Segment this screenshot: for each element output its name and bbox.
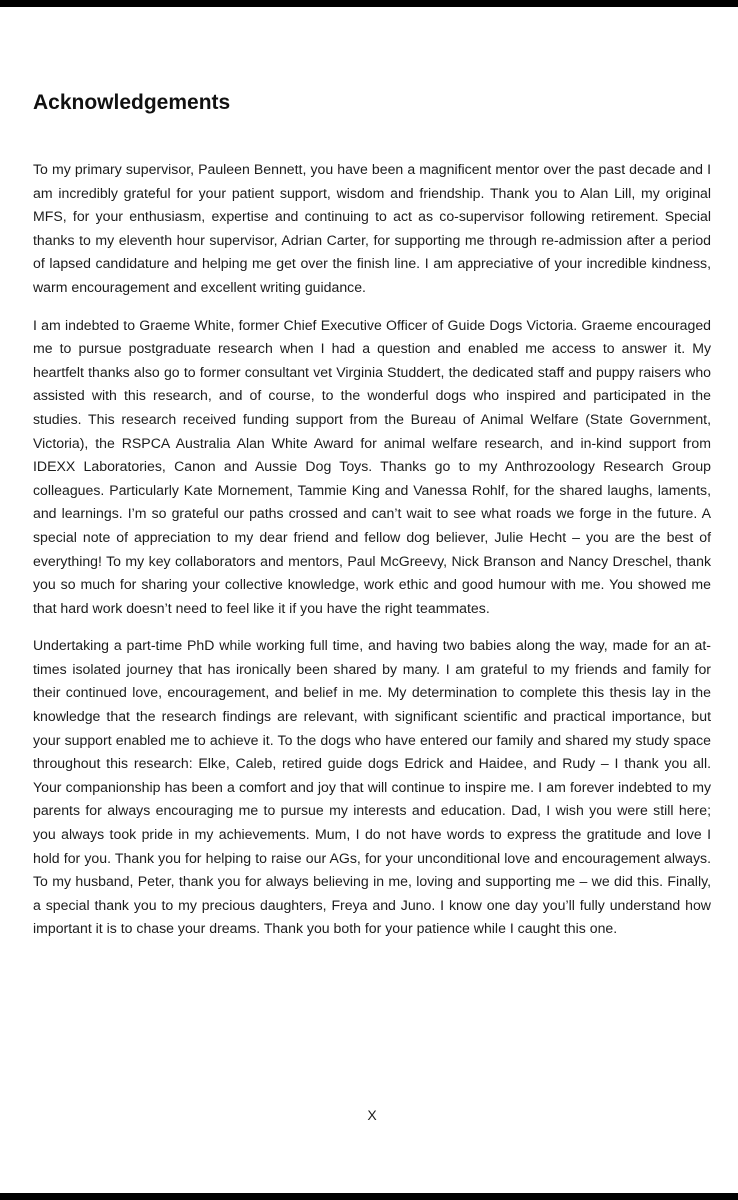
acknowledgements-body <box>33 158 711 955</box>
page-title: Acknowledgements <box>33 91 231 114</box>
bottom-border-bar <box>0 1193 738 1200</box>
top-border-bar <box>0 0 738 7</box>
paragraph-family: Undertaking a part-time PhD while working full time, and having two babies along the way, made for an at-times isolated journey that has ironically been shared by many. I am grateful to my friends and family for their continued love, encouragement, and belief in me. My determination to complete this thesis lay in the knowledge that the research findings are relevant, with significant scientific and practical importance, but your support enabled me to achieve it. To the dogs who have entered our family and shared my study space throughout this research: Elke, Caleb, retired guide dogs Edrick and Haidee, and Rudy – I thank you all. Your companionship has been a comfort and joy that will continue to inspire me. I am forever indebted to my parents for always encouraging me to pursue my interests and education. Dad, I wish you were still here; you always took pride in my achievements. Mum, I do not have words to express the gratitude and love I hold for you. Thank you for helping to raise our AGs, for your unconditional love and encouragement always. To my husband, Peter, thank you for always believing in me, loving and supporting me – we did this. Finally, a special thank you to my precious daughters, Freya and Juno. I know one day you’ll fully understand how important it is to chase your dreams. Thank you both for your patience while I caught this one. <box>33 637 711 937</box>
paragraph-collaborators: I am indebted to Graeme White, former Chief Executive Officer of Guide Dogs Victoria. Graeme encouraged me to pursue postgraduate research when I had a question and enabled me access to answer it. My heartfelt thanks also go to former consultant vet Virginia Studdert, the dedicated staff and puppy raisers who assisted with this research, and of course, to the wonderful dogs who inspired and participated in the studies. This research received funding support from the Bureau of Animal Welfare (State Government, Victoria), the RSPCA Australia Alan White Award for animal welfare research, and in-kind support from IDEXX Laboratories, Canon and Aussie Dog Toys. Thanks go to my Anthrozoology Research Group colleagues. Particularly Kate Mornement, Tammie King and Vanessa Rohlf, for the shared laughs, laments, and learnings. I’m so grateful our paths crossed and can’t wait to see what roads we forge in the future. A special note of appreciation to my dear friend and fellow dog believer, Julie Hecht – you are the best of everything! To my key collaborators and mentors, Paul McGreevy, Nick Branson and Nancy Dreschel, thank you so much for sharing your collective knowledge, work ethic and good humour with me. You showed me that hard work doesn’t need to feel like it if you have the right teammates. <box>33 316 711 616</box>
page-number: X <box>367 1107 377 1123</box>
paragraph-supervisors: To my primary supervisor, Pauleen Bennett, you have been a magnificent mentor over the past decade and I am incredibly grateful for your patient support, wisdom and friendship. Thank you to Alan Lill, my original MFS, for your enthusiasm, expertise and continuing to act as co-supervisor following retirement. Special thanks to my eleventh hour supervisor, Adrian Carter, for supporting me through re-admission after a period of lapsed candidature and helping me get over the finish line. I am appreciative of your incredible kindness, warm encouragement and excellent writing guidance. <box>33 161 711 295</box>
